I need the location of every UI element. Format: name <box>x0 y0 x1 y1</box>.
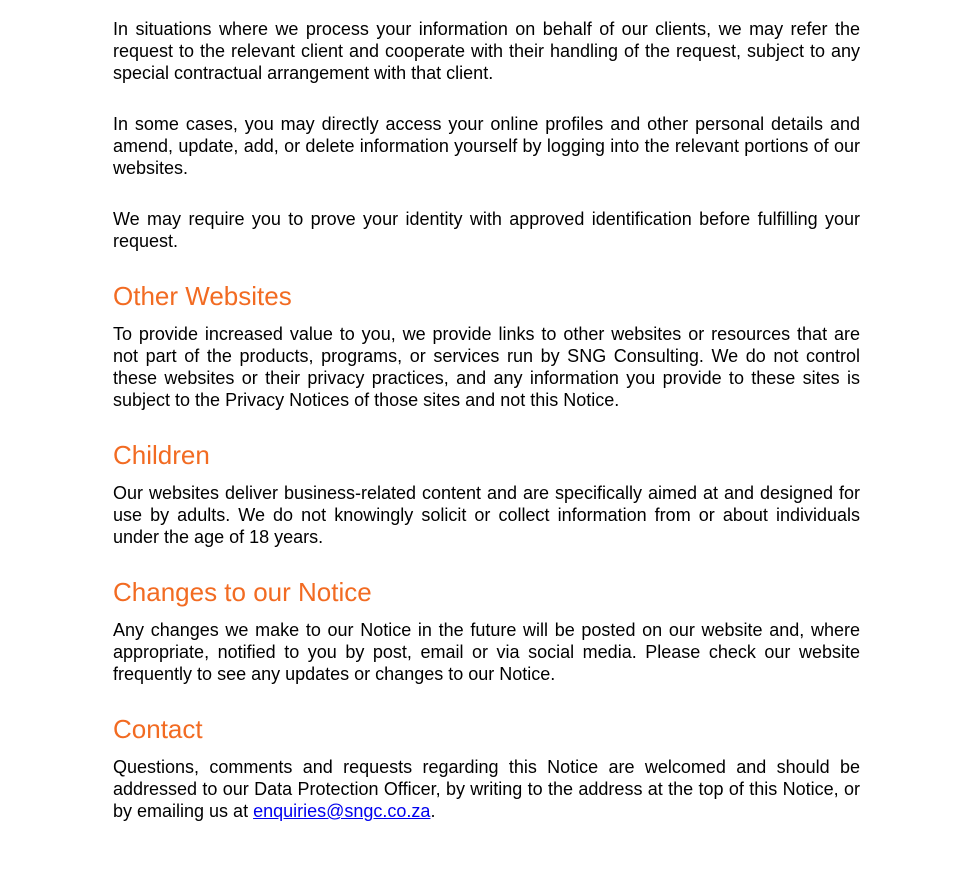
intro-paragraph-2: In some cases, you may directly access your online profiles and other personal details and amend, update, add, or delete information yourself by logging into the relevant portions of our websites. <box>113 114 860 178</box>
children-paragraph: Our websites deliver business-related content and are specifically aimed at and designed for use by adults. We do not knowingly solicit or collect information from or about individuals under the age of 18 years. <box>113 483 860 547</box>
contact-paragraph <box>113 756 860 822</box>
changes-heading: Changes to our Notice <box>113 577 372 607</box>
intro-paragraph-1: In situations where we process your information on behalf of our clients, we may refer the request to the relevant client and cooperate with their handling of the request, subject to any special contractual arrangement with that client. <box>113 19 860 83</box>
children-heading: Children <box>113 440 210 470</box>
document-page <box>113 18 860 851</box>
other-websites-paragraph: To provide increased value to you, we provide links to other websites or resources that are not part of the products, programs, or services run by SNG Consulting. We do not control these websites or their privacy practices, and any information you provide to these sites is subject to the Privacy Notices of those sites and not this Notice. <box>113 324 860 410</box>
contact-period: . <box>430 801 436 821</box>
other-websites-heading: Other Websites <box>113 281 292 311</box>
email-link[interactable]: enquiries@sngc.co.za <box>253 801 431 821</box>
intro-paragraph-3: We may require you to prove your identity with approved identification before fulfilling your request. <box>113 209 860 251</box>
contact-heading: Contact <box>113 714 203 744</box>
changes-paragraph: Any changes we make to our Notice in the future will be posted on our website and, where appropriate, notified to you by post, email or via social media. Please check our website frequently to see any updates or changes to our Notice. <box>113 620 860 684</box>
contact-text: Questions, comments and requests regarding this Notice are welcomed and should be addressed to our Data Protection Officer, by writing to the address at the top of this Notice, or by emailing us at <box>113 757 860 821</box>
